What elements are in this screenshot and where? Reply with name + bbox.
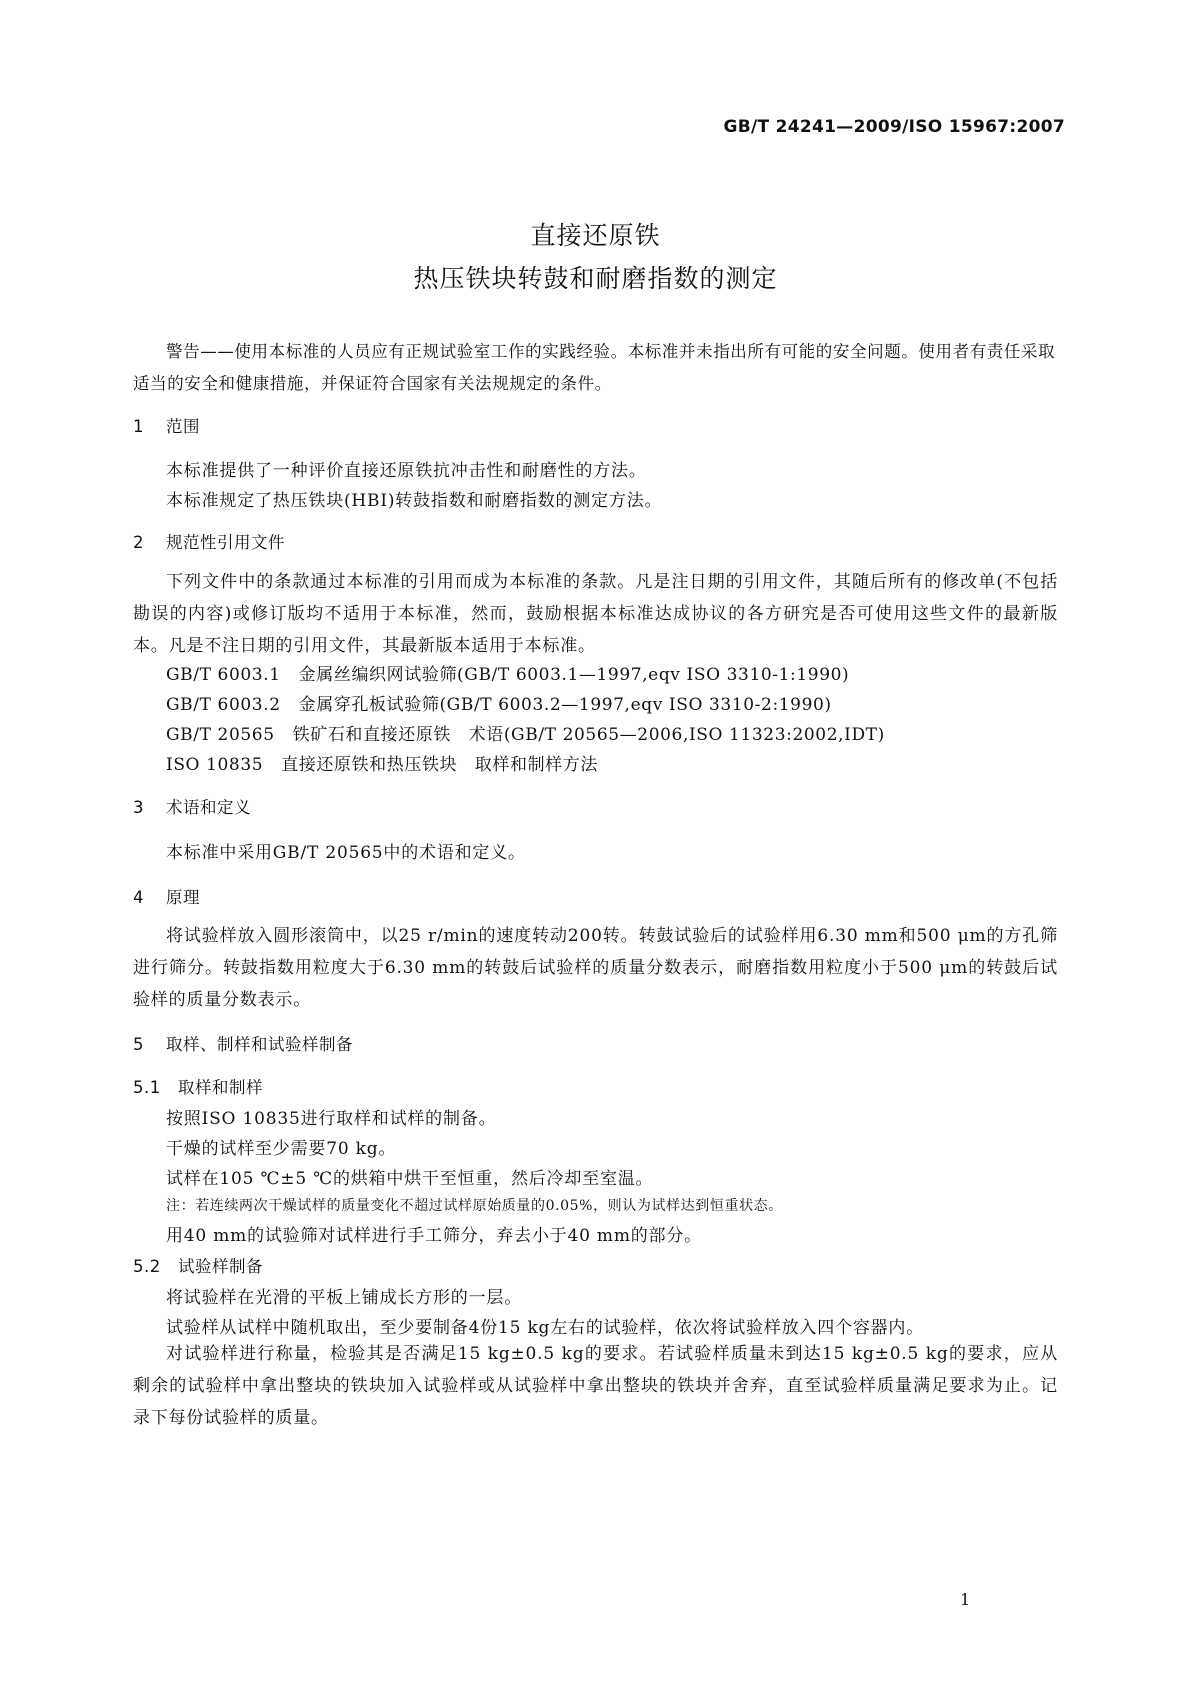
reference-code: GB/T 6003.2 (166, 695, 281, 715)
section-heading-3 (133, 794, 251, 818)
reference-code: ISO 10835 (166, 755, 264, 775)
subsection-title: 取样和制样 (178, 1078, 263, 1097)
section-title: 术语和定义 (166, 798, 251, 817)
section-title: 范围 (166, 417, 200, 436)
reference-item (166, 750, 598, 775)
section-number: 3 (133, 798, 144, 817)
subsection-number: 5.2 (133, 1257, 161, 1276)
section-number: 2 (133, 533, 144, 552)
section-title: 规范性引用文件 (166, 533, 285, 552)
document-title-line1: 直接还原铁 (530, 221, 661, 250)
section-number: 5 (133, 1035, 144, 1054)
section-heading-4 (133, 884, 200, 908)
section-title: 取样、制样和试验样制备 (166, 1035, 353, 1054)
document-title-line2: 热压铁块转鼓和耐磨指数的测定 (413, 264, 778, 293)
paragraph: 本标准中采用GB/T 20565中的术语和定义。 (166, 843, 526, 863)
paragraph: 按照ISO 10835进行取样和试样的制备。 (166, 1109, 497, 1129)
section-number: 4 (133, 888, 144, 907)
page-number: 1 (960, 1590, 971, 1609)
note: 注：若连续两次干燥试样的质量变化不超过试样原始质量的0.05%，则认为试样达到恒重状态。 (166, 1198, 783, 1214)
reference-title: 金属穿孔板试验筛(GB/T 6003.2—1997,eqv ISO 3310-2:1990) (298, 695, 832, 715)
standard-number: GB/T 24241—2009/ISO 15967:2007 (723, 117, 1065, 137)
section-heading-2 (133, 529, 285, 553)
reference-code: GB/T 6003.1 (166, 665, 281, 685)
reference-item (166, 690, 832, 715)
paragraph: 下列文件中的条款通过本标准的引用而成为本标准的条款。凡是注日期的引用文件，其随后所有的修改单(不包括勘误的内容)或修订版均不适用于本标准，然而，鼓励根据本标准达成协议的各方研究是否可使用这些文件的最新版本。凡是不注日期的引用文件，其最新版本适用于本标准。 (133, 572, 1058, 656)
reference-title: 金属丝编织网试验筛(GB/T 6003.1—1997,eqv ISO 3310-1:1990) (298, 665, 850, 685)
section-heading-5 (133, 1031, 353, 1055)
section-number: 1 (133, 417, 144, 436)
paragraph: 本标准提供了一种评价直接还原铁抗冲击性和耐磨性的方法。 (166, 461, 647, 481)
reference-title: 直接还原铁和热压铁块 取样和制样方法 (281, 755, 598, 775)
reference-title: 铁矿石和直接还原铁 术语(GB/T 20565—2006,ISO 11323:2002,IDT) (292, 725, 885, 745)
paragraph: 本标准规定了热压铁块(HBI)转鼓指数和耐磨指数的测定方法。 (166, 491, 663, 511)
reference-item (166, 660, 849, 685)
section-heading-1 (133, 413, 200, 437)
paragraph: 试样在105 ℃±5 ℃的烘箱中烘干至恒重，然后冷却至室温。 (166, 1169, 654, 1189)
paragraph: 将试验样在光滑的平板上铺成长方形的一层。 (166, 1288, 522, 1308)
subsection-heading-5-2 (133, 1253, 263, 1277)
paragraph: 干燥的试样至少需要70 kg。 (166, 1139, 397, 1159)
paragraph: 对试验样进行称量，检验其是否满足15 kg±0.5 kg的要求。若试验样质量未到达15 kg±0.5 kg的要求，应从剩余的试验样中拿出整块的铁块加入试验样或从试验样中拿出整块的铁块并舍弃，直至试验样质量满足要求为止。记录下每份试验样的质量。 (133, 1344, 1058, 1428)
reference-item (166, 720, 885, 745)
paragraph: 试验样从试样中随机取出，至少要制备4份15 kg左右的试验样，依次将试验样放入四个容器内。 (166, 1318, 925, 1338)
subsection-heading-5-1 (133, 1074, 263, 1098)
paragraph: 将试验样放入圆形滚筒中，以25 r/min的速度转动200转。转鼓试验后的试验样用6.30 mm和500 μm的方孔筛进行筛分。转鼓指数用粒度大于6.30 mm的转鼓后试验样的质量分数表示，耐磨指数用粒度小于500 μm的转鼓后试验样的质量分数表示。 (133, 926, 1058, 1010)
warning-paragraph: 警告——使用本标准的人员应有正规试验室工作的实践经验。本标准并未指出所有可能的安全问题。使用者有责任采取适当的安全和健康措施，并保证符合国家有关法规规定的条件。 (133, 342, 1056, 393)
subsection-title: 试验样制备 (178, 1257, 263, 1276)
subsection-number: 5.1 (133, 1078, 161, 1097)
reference-code: GB/T 20565 (166, 725, 275, 745)
section-title: 原理 (166, 888, 200, 907)
paragraph: 用40 mm的试验筛对试样进行手工筛分，弃去小于40 mm的部分。 (166, 1226, 702, 1246)
